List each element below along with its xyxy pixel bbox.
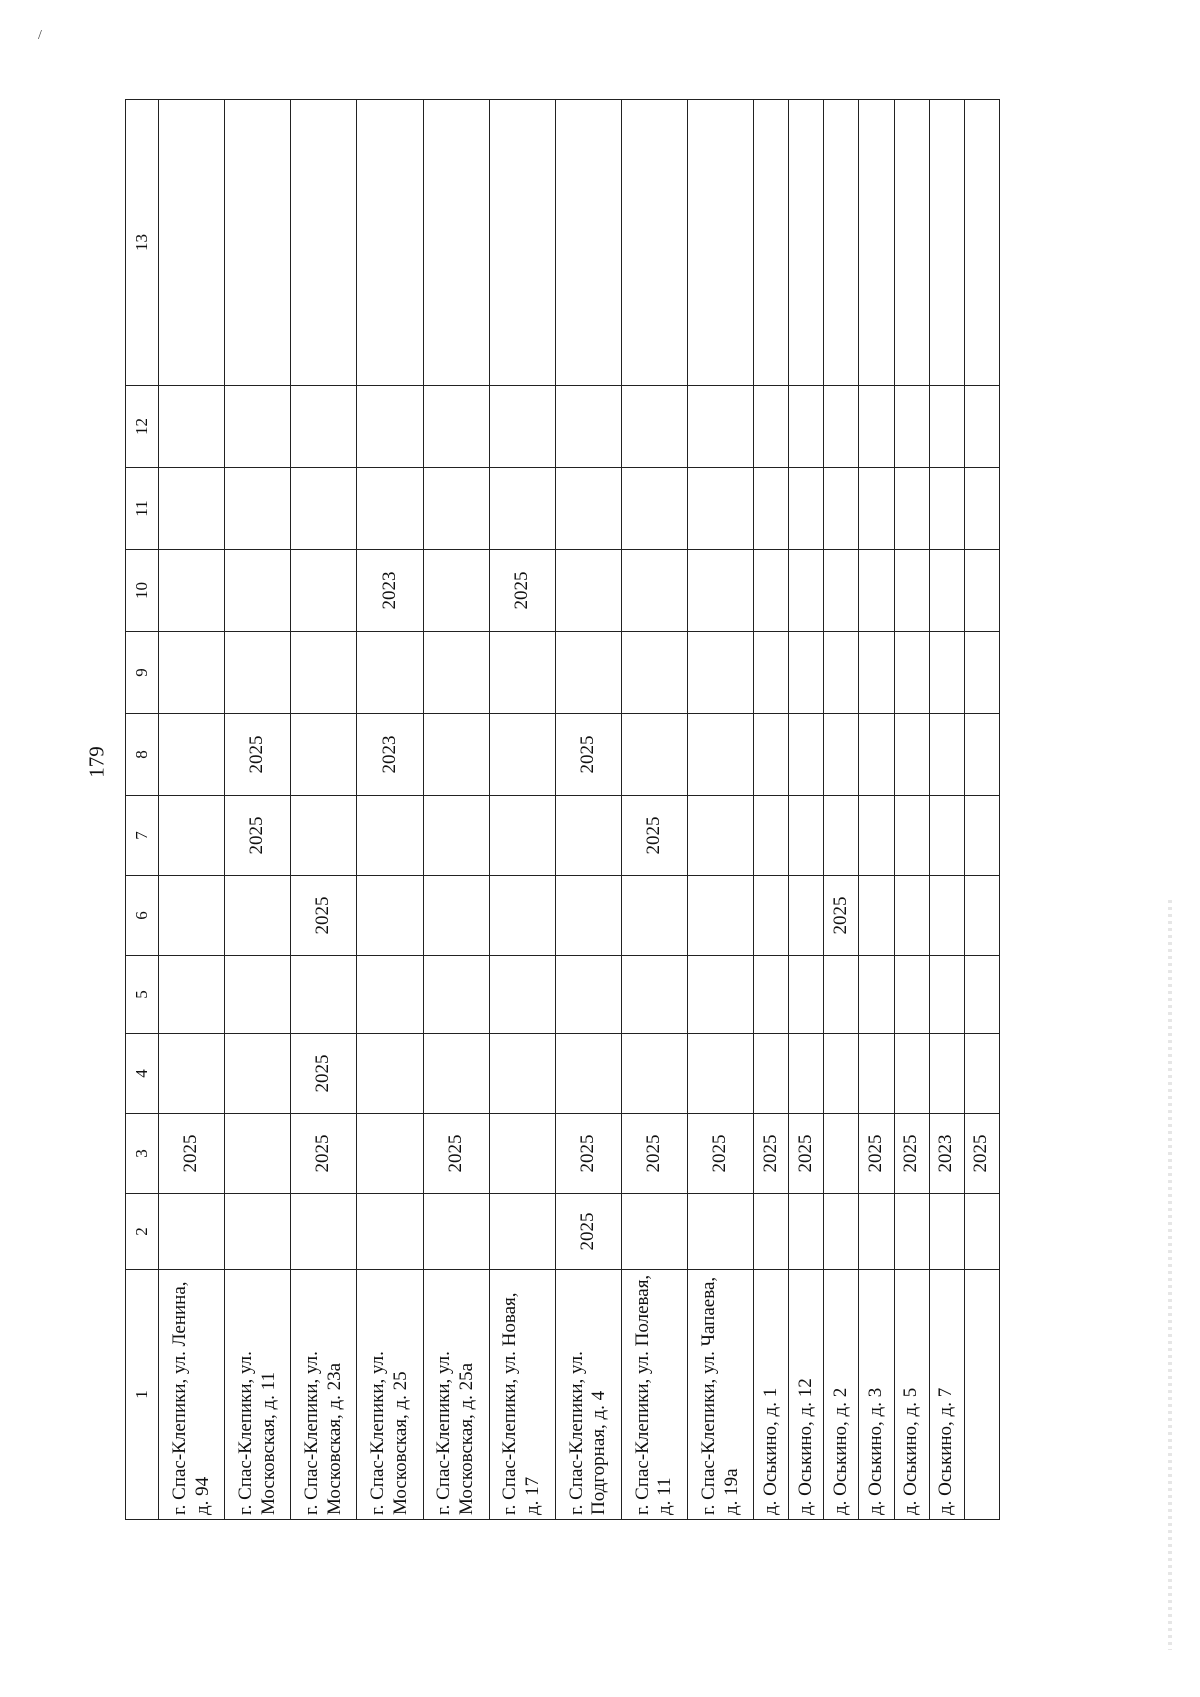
year-cell (291, 1194, 357, 1270)
year-cell (964, 632, 999, 714)
year-cell: 2025 (291, 876, 357, 956)
year-cell (423, 1034, 489, 1114)
year-cell (225, 1034, 291, 1114)
year-cell (754, 386, 789, 468)
year-cell (423, 714, 489, 796)
year-cell (225, 876, 291, 956)
year-cell: 2025 (964, 1114, 999, 1194)
year-cell (824, 1034, 859, 1114)
year-cell (291, 632, 357, 714)
column-header-8: 8 (126, 714, 159, 796)
year-cell (555, 956, 621, 1034)
year-cell (964, 714, 999, 796)
year-cell (789, 386, 824, 468)
year-cell: 2025 (555, 1114, 621, 1194)
year-cell (555, 632, 621, 714)
year-cell (789, 796, 824, 876)
year-cell (894, 876, 929, 956)
table-row (789, 100, 824, 1520)
year-cell (754, 876, 789, 956)
year-cell (159, 632, 225, 714)
year-cell (824, 956, 859, 1034)
year-cell (859, 468, 894, 550)
year-cell: 2025 (555, 714, 621, 796)
year-cell (225, 956, 291, 1034)
year-cell (291, 550, 357, 632)
year-cell (789, 550, 824, 632)
page-number: 179 (84, 746, 109, 778)
year-cell (688, 796, 754, 876)
year-cell: 2025 (621, 796, 687, 876)
year-cell (789, 100, 824, 386)
year-cell (929, 1034, 964, 1114)
year-cell (859, 550, 894, 632)
year-cell (929, 100, 964, 386)
year-cell (423, 632, 489, 714)
year-cell (824, 714, 859, 796)
year-cell (754, 100, 789, 386)
year-cell (894, 796, 929, 876)
year-cell (489, 1194, 555, 1270)
year-cell (859, 632, 894, 714)
address-cell (964, 1270, 999, 1520)
year-cell: 2023 (929, 1114, 964, 1194)
year-cell (754, 468, 789, 550)
column-header-6: 6 (126, 876, 159, 956)
address-cell: г. Спас-Клепики, ул. Подгорная, д. 4 (555, 1270, 621, 1520)
year-cell (159, 714, 225, 796)
year-cell: 2025 (688, 1114, 754, 1194)
year-cell (555, 1034, 621, 1114)
year-cell (489, 632, 555, 714)
table-row (159, 100, 225, 1520)
year-cell: 2023 (357, 714, 423, 796)
year-cell (894, 550, 929, 632)
column-header-10: 10 (126, 550, 159, 632)
schedule-table (125, 99, 1000, 1520)
year-cell (859, 796, 894, 876)
address-cell: г. Спас-Клепики, ул. Чапаева, д. 19а (688, 1270, 754, 1520)
year-cell (789, 632, 824, 714)
table-container (125, 100, 1000, 1520)
year-cell (357, 796, 423, 876)
year-cell (621, 100, 687, 386)
year-cell (291, 956, 357, 1034)
year-cell (159, 386, 225, 468)
year-cell: 2025 (291, 1034, 357, 1114)
year-cell: 2025 (489, 550, 555, 632)
year-cell (621, 550, 687, 632)
year-cell (964, 468, 999, 550)
year-cell (859, 100, 894, 386)
year-cell: 2025 (859, 1114, 894, 1194)
year-cell (423, 796, 489, 876)
year-cell (357, 386, 423, 468)
year-cell (859, 386, 894, 468)
year-cell (824, 550, 859, 632)
year-cell (159, 550, 225, 632)
year-cell (225, 468, 291, 550)
year-cell (894, 386, 929, 468)
year-cell (423, 468, 489, 550)
year-cell: 2025 (754, 1114, 789, 1194)
column-header-1: 1 (126, 1270, 159, 1520)
year-cell (688, 1194, 754, 1270)
year-cell (929, 632, 964, 714)
table-row (489, 100, 555, 1520)
year-cell (789, 714, 824, 796)
year-cell (859, 1034, 894, 1114)
year-cell (159, 876, 225, 956)
year-cell (754, 1034, 789, 1114)
year-cell (688, 100, 754, 386)
year-cell: 2025 (621, 1114, 687, 1194)
table-row (225, 100, 291, 1520)
year-cell (964, 876, 999, 956)
year-cell (754, 550, 789, 632)
year-cell (621, 386, 687, 468)
year-cell (859, 956, 894, 1034)
year-cell (357, 876, 423, 956)
column-header-12: 12 (126, 386, 159, 468)
address-cell: д. Оськино, д. 1 (754, 1270, 789, 1520)
year-cell (357, 632, 423, 714)
column-header-5: 5 (126, 956, 159, 1034)
year-cell: 2025 (555, 1194, 621, 1270)
year-cell: 2025 (291, 1114, 357, 1194)
address-cell: г. Спас-Клепики, ул. Московская, д. 11 (225, 1270, 291, 1520)
year-cell (159, 1194, 225, 1270)
year-cell: 2025 (225, 796, 291, 876)
year-cell (894, 956, 929, 1034)
year-cell (357, 1194, 423, 1270)
year-cell (621, 876, 687, 956)
year-cell (489, 1034, 555, 1114)
address-cell: д. Оськино, д. 3 (859, 1270, 894, 1520)
address-cell: г. Спас-Клепики, ул. Московская, д. 25 (357, 1270, 423, 1520)
year-cell (159, 100, 225, 386)
year-cell (357, 468, 423, 550)
year-cell (159, 956, 225, 1034)
year-cell (159, 796, 225, 876)
year-cell (894, 100, 929, 386)
year-cell (225, 100, 291, 386)
year-cell (555, 876, 621, 956)
column-header-13: 13 (126, 100, 159, 386)
table-row (621, 100, 687, 1520)
table-row (688, 100, 754, 1520)
year-cell (225, 632, 291, 714)
year-cell (489, 100, 555, 386)
table-header-row (126, 100, 159, 1520)
year-cell (859, 876, 894, 956)
year-cell (688, 876, 754, 956)
year-cell (964, 100, 999, 386)
year-cell (621, 956, 687, 1034)
table-row (555, 100, 621, 1520)
column-header-3: 3 (126, 1114, 159, 1194)
year-cell (824, 796, 859, 876)
year-cell (929, 550, 964, 632)
year-cell (824, 632, 859, 714)
year-cell (964, 550, 999, 632)
address-cell: д. Оськино, д. 12 (789, 1270, 824, 1520)
year-cell (423, 1194, 489, 1270)
stray-pen-mark: / (38, 28, 42, 43)
year-cell: 2025 (824, 876, 859, 956)
year-cell (555, 796, 621, 876)
year-cell (357, 956, 423, 1034)
year-cell (291, 100, 357, 386)
year-cell (688, 1034, 754, 1114)
table-row (291, 100, 357, 1520)
year-cell (489, 386, 555, 468)
year-cell (688, 386, 754, 468)
year-cell (789, 956, 824, 1034)
year-cell (894, 468, 929, 550)
year-cell (789, 1194, 824, 1270)
table-row (859, 100, 894, 1520)
address-cell: г. Спас-Клепики, ул. Новая, д. 17 (489, 1270, 555, 1520)
year-cell (291, 714, 357, 796)
year-cell (824, 100, 859, 386)
year-cell (929, 876, 964, 956)
address-cell: г. Спас-Клепики, ул. Полевая, д. 11 (621, 1270, 687, 1520)
year-cell (688, 550, 754, 632)
address-cell: д. Оськино, д. 7 (929, 1270, 964, 1520)
year-cell (754, 714, 789, 796)
year-cell (688, 714, 754, 796)
year-cell (929, 386, 964, 468)
year-cell (964, 956, 999, 1034)
year-cell (789, 876, 824, 956)
year-cell (824, 1194, 859, 1270)
year-cell: 2025 (159, 1114, 225, 1194)
year-cell (423, 550, 489, 632)
year-cell (929, 468, 964, 550)
table-row (824, 100, 859, 1520)
table-row (929, 100, 964, 1520)
column-header-11: 11 (126, 468, 159, 550)
address-cell: д. Оськино, д. 5 (894, 1270, 929, 1520)
column-header-7: 7 (126, 796, 159, 876)
year-cell (423, 956, 489, 1034)
year-cell (824, 386, 859, 468)
year-cell (789, 1034, 824, 1114)
address-cell: г. Спас-Клепики, ул. Московская, д. 25а (423, 1270, 489, 1520)
year-cell (489, 1114, 555, 1194)
year-cell (894, 1194, 929, 1270)
year-cell (225, 386, 291, 468)
year-cell (291, 468, 357, 550)
year-cell (357, 1114, 423, 1194)
year-cell (964, 1194, 999, 1270)
table-row (357, 100, 423, 1520)
year-cell (754, 632, 789, 714)
year-cell: 2025 (894, 1114, 929, 1194)
table-row (964, 100, 999, 1520)
year-cell (929, 956, 964, 1034)
year-cell (225, 1194, 291, 1270)
year-cell (621, 1034, 687, 1114)
year-cell (159, 1034, 225, 1114)
year-cell (291, 796, 357, 876)
year-cell (964, 1034, 999, 1114)
year-cell (894, 632, 929, 714)
scan-edge-noise (1168, 900, 1172, 1650)
year-cell (291, 386, 357, 468)
column-header-2: 2 (126, 1194, 159, 1270)
year-cell (423, 100, 489, 386)
year-cell (555, 468, 621, 550)
table-row (423, 100, 489, 1520)
column-header-9: 9 (126, 632, 159, 714)
year-cell (688, 468, 754, 550)
year-cell: 2025 (225, 714, 291, 796)
year-cell (789, 468, 824, 550)
year-cell (489, 876, 555, 956)
year-cell (929, 796, 964, 876)
year-cell (894, 1034, 929, 1114)
year-cell (489, 956, 555, 1034)
year-cell (824, 1114, 859, 1194)
year-cell (489, 714, 555, 796)
year-cell (929, 1194, 964, 1270)
year-cell (489, 796, 555, 876)
year-cell (754, 1194, 789, 1270)
table-row (894, 100, 929, 1520)
year-cell (894, 714, 929, 796)
year-cell: 2023 (357, 550, 423, 632)
year-cell (159, 468, 225, 550)
address-cell: д. Оськино, д. 2 (824, 1270, 859, 1520)
year-cell (964, 796, 999, 876)
year-cell (754, 796, 789, 876)
year-cell (225, 550, 291, 632)
column-header-4: 4 (126, 1034, 159, 1114)
year-cell (423, 876, 489, 956)
year-cell (555, 386, 621, 468)
address-cell: г. Спас-Клепики, ул. Московская, д. 23а (291, 1270, 357, 1520)
year-cell (621, 632, 687, 714)
year-cell (754, 956, 789, 1034)
year-cell (555, 550, 621, 632)
year-cell (859, 714, 894, 796)
year-cell (225, 1114, 291, 1194)
year-cell (357, 1034, 423, 1114)
year-cell: 2025 (423, 1114, 489, 1194)
year-cell: 2025 (789, 1114, 824, 1194)
year-cell (621, 1194, 687, 1270)
year-cell (489, 468, 555, 550)
address-cell: г. Спас-Клепики, ул. Ленина, д. 94 (159, 1270, 225, 1520)
year-cell (621, 468, 687, 550)
year-cell (621, 714, 687, 796)
year-cell (964, 386, 999, 468)
year-cell (423, 386, 489, 468)
year-cell (688, 632, 754, 714)
year-cell (929, 714, 964, 796)
year-cell (688, 956, 754, 1034)
year-cell (824, 468, 859, 550)
year-cell (859, 1194, 894, 1270)
year-cell (357, 100, 423, 386)
table-row (754, 100, 789, 1520)
year-cell (555, 100, 621, 386)
